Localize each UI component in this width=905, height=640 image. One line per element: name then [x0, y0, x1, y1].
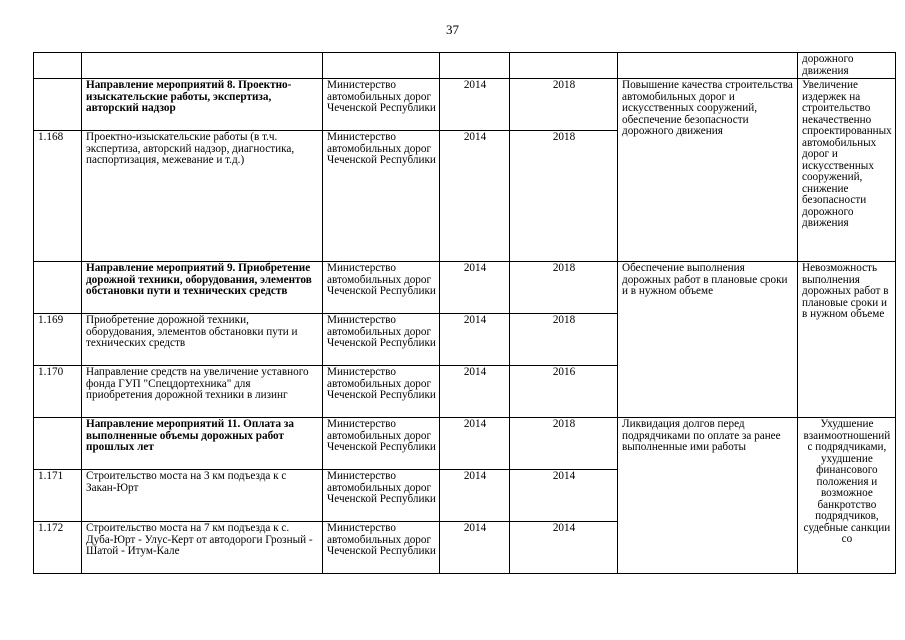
measure-name: Приобретение дорожной техники, оборудования, элементов обстановки пути и технических средств	[82, 314, 323, 366]
start-year: 2014	[440, 314, 510, 366]
measure-name	[82, 53, 323, 79]
end-year	[510, 53, 618, 79]
end-year: 2018	[510, 418, 618, 470]
row-number	[34, 262, 82, 314]
executor: Министерство автомобильных дорог Чеченской Республики	[323, 79, 440, 131]
executor: Министерство автомобильных дорог Чеченской Республики	[323, 418, 440, 470]
executor: Министерство автомобильных дорог Чеченской Республики	[323, 262, 440, 314]
end-year: 2018	[510, 131, 618, 262]
page-number: 37	[446, 22, 459, 37]
start-year: 2014	[440, 262, 510, 314]
consequence: дорожного движения	[798, 53, 896, 79]
end-year: 2018	[510, 262, 618, 314]
direction-heading: Направление мероприятий 8. Проектно-изыскательские работы, экспертиза, авторский надзор	[82, 79, 323, 131]
start-year: 2014	[440, 470, 510, 522]
expected-result	[618, 53, 798, 79]
row-number	[34, 53, 82, 79]
expected-result: Повышение качества строительства автомобильных дорог и искусственных сооружений, обеспечение безопасности дорожного движения	[618, 79, 798, 262]
direction-heading: Направление мероприятий 11. Оплата за выполненные объемы дорожных работ прошлых лет	[82, 418, 323, 470]
start-year: 2014	[440, 366, 510, 418]
row-number	[34, 418, 82, 470]
table-row	[34, 53, 896, 79]
table-row	[34, 79, 896, 131]
measure-name: Проектно-изыскательские работы (в т.ч. экспертиза, авторский надзор, диагностика, паспортизация, межевание и т.д.)	[82, 131, 323, 262]
table-row	[34, 418, 896, 470]
end-year: 2014	[510, 470, 618, 522]
start-year	[440, 53, 510, 79]
row-number: 1.171	[34, 470, 82, 522]
executor: Министерство автомобильных дорог Чеченской Республики	[323, 131, 440, 262]
executor: Министерство автомобильных дорог Чеченской Республики	[323, 314, 440, 366]
row-number: 1.172	[34, 522, 82, 574]
measure-name: Строительство моста на 7 км подъезда к с. Дуба-Юрт - Улус-Керт от автодороги Грозный - Шатой - Итум-Кале	[82, 522, 323, 574]
executor: Министерство автомобильных дорог Чеченской Республики	[323, 522, 440, 574]
executor: Министерство автомобильных дорог Чеченской Республики	[323, 470, 440, 522]
consequence: Увеличение издержек на строительство некачественно спроектированных автомобильных дорог и искусственных сооружений, снижение безопасности дорожного движения	[798, 79, 896, 262]
expected-result: Обеспечение выполнения дорожных работ в плановые сроки и в нужном объеме	[618, 262, 798, 418]
start-year: 2014	[440, 418, 510, 470]
measure-name: Направление средств на увеличение уставного фонда ГУП "Спецдортехника" для приобретения дорожной техники в лизинг	[82, 366, 323, 418]
end-year: 2018	[510, 79, 618, 131]
start-year: 2014	[440, 131, 510, 262]
end-year: 2016	[510, 366, 618, 418]
executor	[323, 53, 440, 79]
executor: Министерство автомобильных дорог Чеченской Республики	[323, 366, 440, 418]
consequence: Ухудшение взаимоотношений с подрядчиками, ухудшение финансового положения и возможное банкротство подрядчиков, судебные санкции со	[798, 418, 896, 574]
table-row	[34, 262, 896, 314]
end-year: 2018	[510, 314, 618, 366]
end-year: 2014	[510, 522, 618, 574]
measures-table	[33, 52, 896, 574]
expected-result: Ликвидация долгов перед подрядчиками по оплате за ранее выполненные ими работы	[618, 418, 798, 574]
row-number: 1.170	[34, 366, 82, 418]
row-number	[34, 79, 82, 131]
measure-name: Строительство моста на 3 км подъезда к с Закан-Юрт	[82, 470, 323, 522]
row-number: 1.168	[34, 131, 82, 262]
direction-heading: Направление мероприятий 9. Приобретение дорожной техники, оборудования, элементов обстановки пути и технических средств	[82, 262, 323, 314]
start-year: 2014	[440, 79, 510, 131]
row-number: 1.169	[34, 314, 82, 366]
start-year: 2014	[440, 522, 510, 574]
consequence: Невозможность выполнения дорожных работ в плановые сроки и в нужном объеме	[798, 262, 896, 418]
